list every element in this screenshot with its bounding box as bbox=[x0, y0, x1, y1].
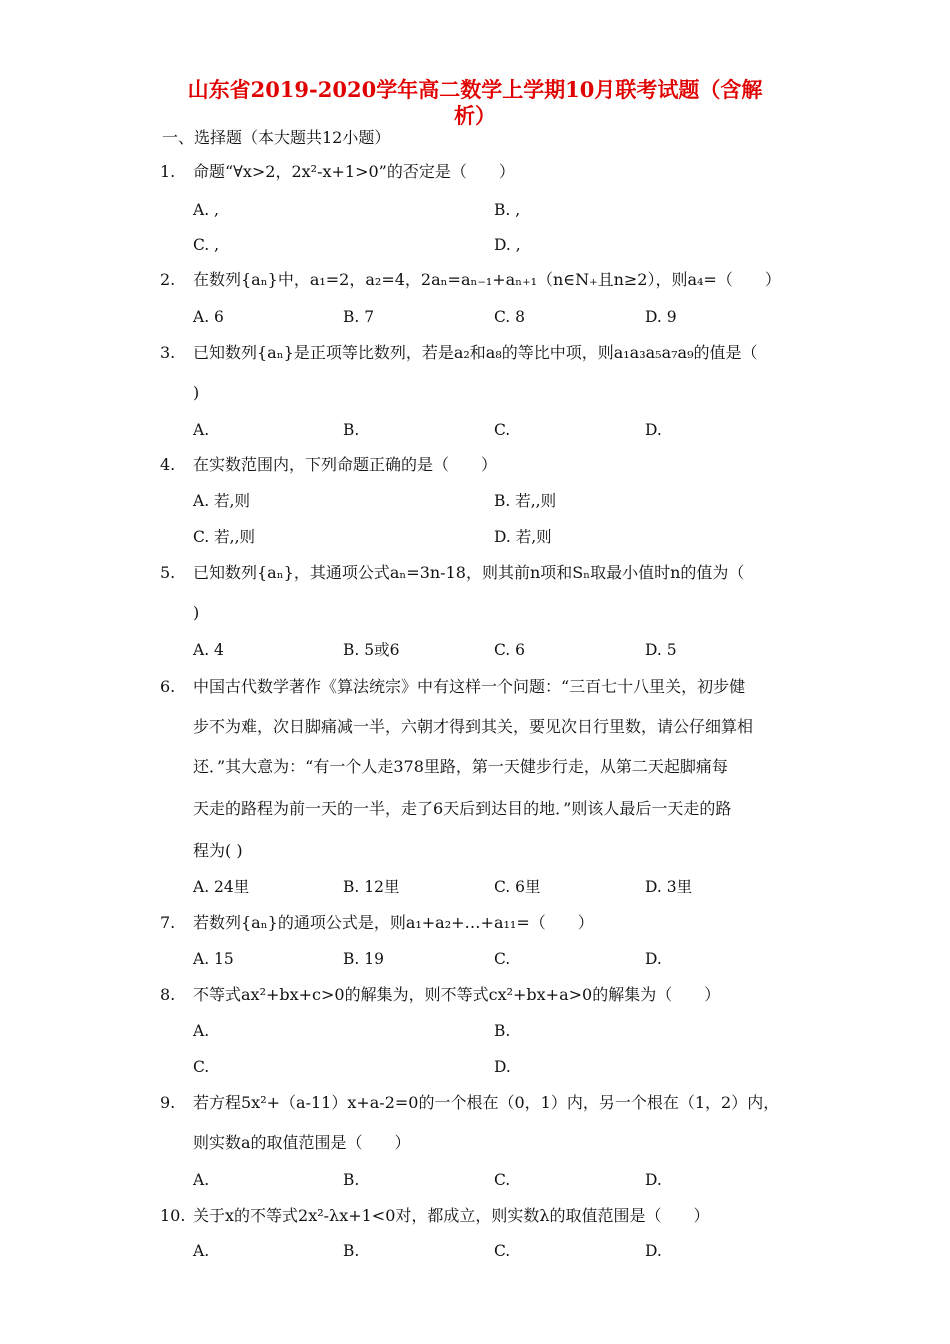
q2-option-c: C. 8 bbox=[494, 308, 526, 326]
question-text-line: 天走的路程为前一天的一半，走了6天后到达目的地．”则该人最后一天走的路 bbox=[193, 799, 732, 818]
q5-option-d: D. 5 bbox=[645, 641, 677, 659]
question-text: ) bbox=[193, 383, 200, 402]
q8-option-b: B. bbox=[494, 1022, 511, 1040]
q5-option-a: A. 4 bbox=[193, 641, 224, 659]
question-text: 若方程5x²+（a-11）x+a-2=0的一个根在（0，1）内，另一个根在（1，2）内， bbox=[193, 1093, 780, 1112]
q3-option-a: A. bbox=[193, 421, 210, 439]
question-number: 10. bbox=[160, 1206, 186, 1225]
q7-option-c: C. bbox=[494, 950, 511, 968]
q10-option-a: A. bbox=[193, 1242, 210, 1260]
q4-option-c: C. 若,,则 bbox=[193, 528, 256, 546]
q5-option-c: C. 6 bbox=[494, 641, 526, 659]
question-text: 不等式ax²+bx+c>0的解集为，则不等式cx²+bx+a>0的解集为（ ） bbox=[193, 985, 721, 1004]
question-text: 已知数列{aₙ}是正项等比数列，若是a₂和a₈的等比中项，则a₁a₃a₅a₇a₉的值是（ bbox=[193, 343, 758, 362]
q6-option-b: B. 12里 bbox=[343, 878, 400, 896]
question-text: 在数列{aₙ}中，a₁=2，a₂=4，2aₙ=aₙ₋₁+aₙ₊₁（n∈N₊且n≥2），则a₄=（ ） bbox=[193, 270, 781, 289]
section-heading: 一、选择题（本大题共12小题） bbox=[162, 128, 391, 147]
q2-option-b: B. 7 bbox=[343, 308, 375, 326]
question-text: 命题“∀x>2，2x²-x+1>0”的否定是（ ） bbox=[193, 162, 515, 181]
q8-option-c: C. bbox=[193, 1058, 210, 1076]
q9-option-b: B. bbox=[343, 1171, 360, 1189]
q7-option-b: B. 19 bbox=[343, 950, 384, 968]
q7-option-d: D. bbox=[645, 950, 662, 968]
q3-option-d: D. bbox=[645, 421, 662, 439]
q6-option-d: D. 3里 bbox=[645, 878, 693, 896]
question-number: 5. bbox=[160, 563, 176, 582]
q1-option-c: C. , bbox=[193, 236, 220, 254]
question-text: 关于x的不等式2x²-λx+1<0对，都成立，则实数λ的取值范围是（ ） bbox=[193, 1206, 710, 1225]
q4-option-d: D. 若,则 bbox=[494, 528, 552, 546]
question-text-line: 中国古代数学著作《算法统宗》中有这样一个问题：“三百七十八里关，初步健 bbox=[193, 677, 746, 696]
question-number: 8. bbox=[160, 985, 176, 1004]
question-text-line: 程为( ) bbox=[193, 841, 243, 860]
q10-option-c: C. bbox=[494, 1242, 511, 1260]
q8-option-d: D. bbox=[494, 1058, 511, 1076]
question-text: 在实数范围内，下列命题正确的是（ ） bbox=[193, 455, 498, 474]
question-text: 则实数a的取值范围是（ ） bbox=[193, 1133, 411, 1152]
q1-option-d: D. , bbox=[494, 236, 521, 254]
document-title-line1: 山东省2019-2020学年高二数学上学期10月联考试题（含解 bbox=[187, 77, 763, 102]
question-number: 6. bbox=[160, 677, 176, 696]
document-title-line2: 析） bbox=[454, 103, 496, 128]
q1-option-b: B. , bbox=[494, 201, 521, 219]
q2-option-d: D. 9 bbox=[645, 308, 677, 326]
q4-option-a: A. 若,则 bbox=[193, 492, 250, 510]
q4-option-b: B. 若,,则 bbox=[494, 492, 557, 510]
question-number: 3. bbox=[160, 343, 176, 362]
question-text-line: 步不为难，次日脚痛减一半，六朝才得到其关，要见次日行里数，请公仔细算相 bbox=[193, 717, 754, 736]
question-number: 7. bbox=[160, 913, 176, 932]
q9-option-d: D. bbox=[645, 1171, 662, 1189]
question-number: 4. bbox=[160, 455, 176, 474]
q2-option-a: A. 6 bbox=[193, 308, 224, 326]
question-text: ) bbox=[193, 603, 200, 622]
question-number: 2. bbox=[160, 270, 176, 289]
q3-option-b: B. bbox=[343, 421, 360, 439]
q6-option-a: A. 24里 bbox=[193, 878, 250, 896]
q7-option-a: A. 15 bbox=[193, 950, 234, 968]
q1-option-a: A. , bbox=[193, 201, 219, 219]
question-number: 1. bbox=[160, 162, 176, 181]
question-text: 已知数列{aₙ}，其通项公式aₙ=3n-18，则其前n项和Sₙ取最小值时n的值为（ bbox=[193, 563, 745, 582]
q8-option-a: A. bbox=[193, 1022, 210, 1040]
q10-option-d: D. bbox=[645, 1242, 662, 1260]
q3-option-c: C. bbox=[494, 421, 511, 439]
question-number: 9. bbox=[160, 1093, 176, 1112]
q9-option-c: C. bbox=[494, 1171, 511, 1189]
q9-option-a: A. bbox=[193, 1171, 210, 1189]
q6-option-c: C. 6里 bbox=[494, 878, 541, 896]
question-text-line: 还．”其大意为：“有一个人走378里路，第一天健步行走，从第二天起脚痛每 bbox=[193, 757, 728, 776]
question-text: 若数列{aₙ}的通项公式是，则a₁+a₂+…+a₁₁=（ ） bbox=[193, 913, 594, 932]
q5-option-b: B. 5或6 bbox=[343, 641, 400, 659]
q10-option-b: B. bbox=[343, 1242, 360, 1260]
